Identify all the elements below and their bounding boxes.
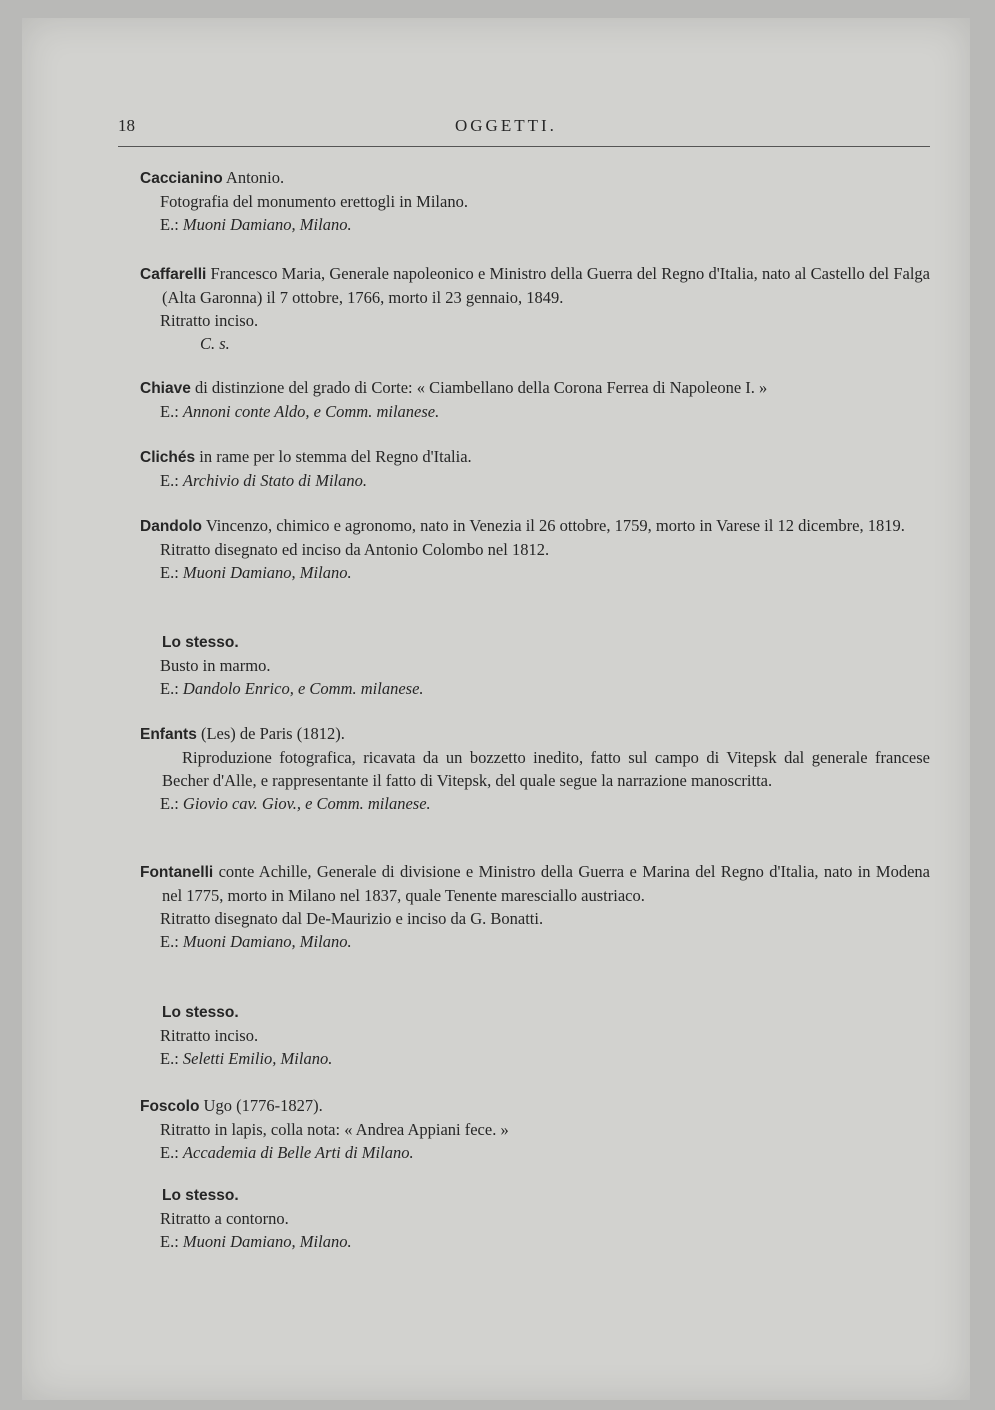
entry-detail: Ritratto inciso. [160,1026,259,1045]
entry-source: C. s. [200,334,230,353]
catalog-entry [118,262,930,355]
entry-description: Antonio. [222,168,285,187]
entry-head: Clichés [140,449,196,466]
entry-source: E.: Muoni Damiano, Milano. [160,563,352,582]
entry-source: E.: Seletti Emilio, Milano. [160,1049,333,1068]
entry-head: Fontanelli [140,864,214,881]
running-title: OGGETTI. [455,116,557,135]
entry-source: E.: Giovio cav. Giov., e Comm. milanese. [160,794,431,813]
entry-head: Lo stesso. [162,1187,239,1204]
catalog-entry [118,166,930,236]
entry-detail: Fotografia del monumento erettogli in Milano. [160,192,468,211]
catalog-entry [118,1094,930,1164]
entry-source: E.: Muoni Damiano, Milano. [160,1232,352,1251]
catalog-entry [118,1183,930,1253]
catalog-entry [118,860,930,953]
entry-detail: Ritratto disegnato dal De-Maurizio e inciso da G. Bonatti. [160,909,544,928]
entry-description: conte Achille, Generale di divisione e Ministro della Guerra e Marina del Regno d'Italia, nato in Modena nel 1775, morto in Milano nel 1837, quale Tenente maresciallo austriaco. [162,862,930,905]
entry-description: Ugo (1776-1827). [199,1096,323,1115]
entry-description: di distinzione del grado di Corte: « Ciambellano della Corona Ferrea di Napoleone I. » [190,378,768,397]
page-number: 18 [118,116,135,135]
entry-source: E.: Dandolo Enrico, e Comm. milanese. [160,679,424,698]
entry-detail: Busto in marmo. [160,656,271,675]
entry-description: Vincenzo, chimico e agronomo, nato in Venezia il 26 ottobre, 1759, morto in Varese il 12 dicembre, 1819. [202,516,905,535]
entry-head: Lo stesso. [162,634,239,651]
catalog-entry [118,445,930,492]
entry-detail: Ritratto in lapis, colla nota: « Andrea Appiani fece. » [160,1120,509,1139]
page-header [118,96,928,135]
entry-head: Foscolo [140,1098,200,1115]
entry-head: Lo stesso. [162,1004,239,1021]
entry-source: E.: Muoni Damiano, Milano. [160,932,352,951]
catalog-entry [118,514,930,584]
catalog-entry [118,376,930,423]
catalog-entry [118,722,930,815]
header-rule [118,146,930,147]
entry-head: Caccianino [140,170,223,187]
entry-head: Chiave [140,380,191,397]
entry-source: E.: Annoni conte Aldo, e Comm. milanese. [160,402,440,421]
entry-head: Enfants [140,726,197,743]
entry-head: Caffarelli [140,266,207,283]
entry-detail: Ritratto a contorno. [160,1209,289,1228]
entry-head: Dandolo [140,518,202,535]
entry-source: E.: Archivio di Stato di Milano. [160,471,367,490]
entry-description: Francesco Maria, Generale napoleonico e Ministro della Guerra del Regno d'Italia, nato al Castello del Falga (Alta Garonna) il 7 ottobre, 1766, morto il 23 gennaio, 1849. [162,264,930,307]
entry-source: E.: Accademia di Belle Arti di Milano. [160,1143,414,1162]
entry-detail: Ritratto disegnato ed inciso da Antonio Colombo nel 1812. [160,540,550,559]
entry-description: in rame per lo stemma del Regno d'Italia. [195,447,472,466]
catalog-entry [118,630,930,700]
catalog-entry [118,1000,930,1070]
entry-detail: Ritratto inciso. [160,311,259,330]
entry-detail: Riproduzione fotografica, ricavata da un bozzetto inedito, fatto sul campo di Vitepsk dal generale francese Becher d'Alle, e rappresentante il fatto di Vitepsk, del quale segue la narrazione manoscritta. [162,748,930,790]
entry-source: E.: Muoni Damiano, Milano. [160,215,352,234]
entry-description: (Les) de Paris (1812). [196,724,345,743]
